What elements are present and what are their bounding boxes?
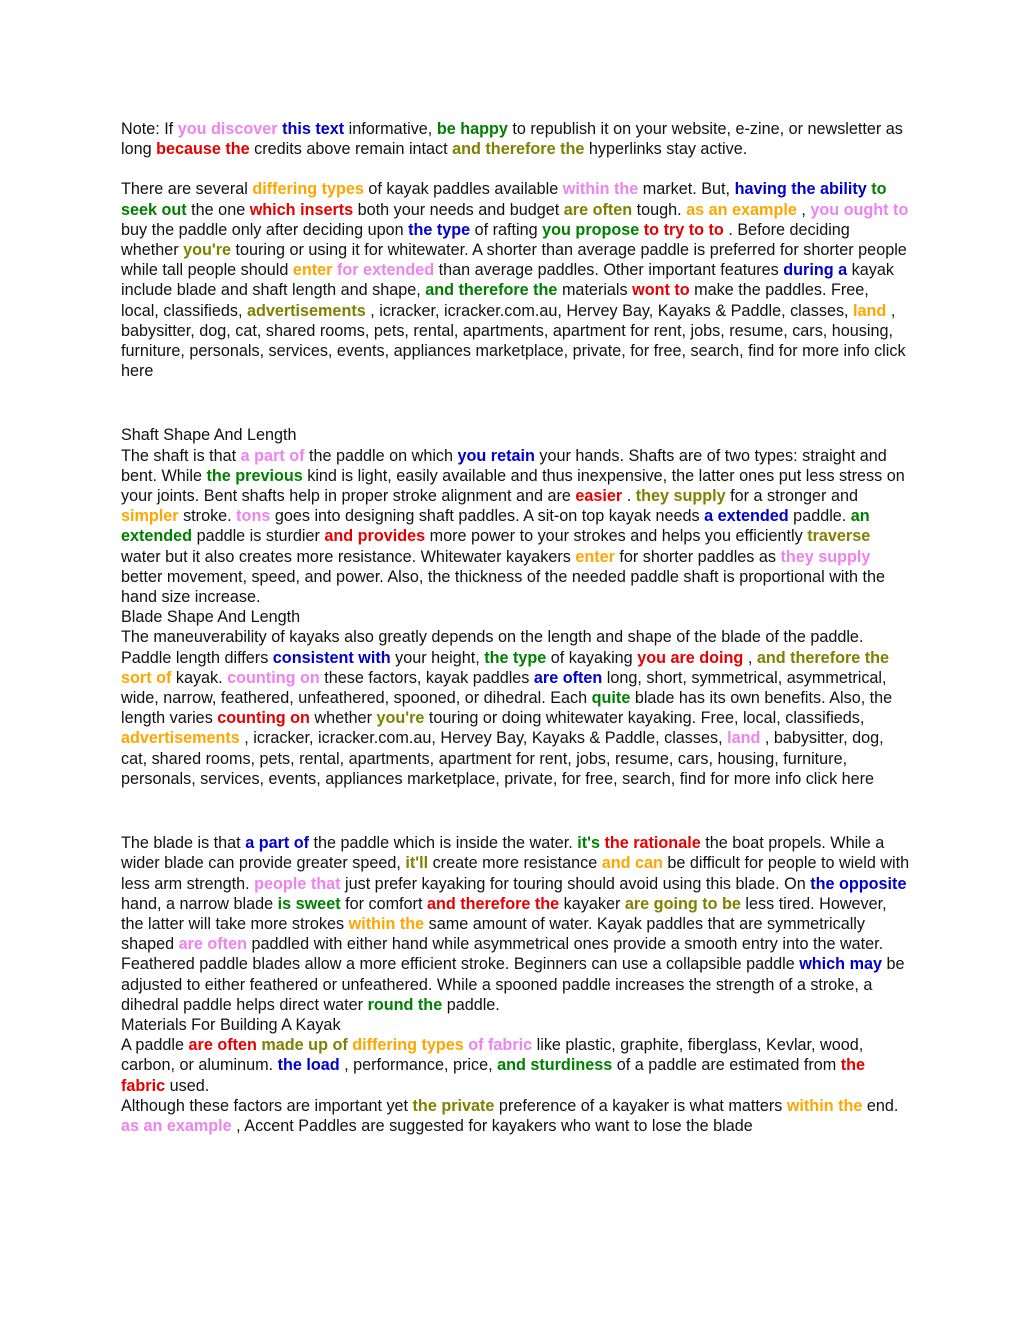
text-run: The blade is that (121, 834, 246, 853)
text-run: kayaker (559, 894, 625, 913)
highlighted-phrase: they supply (635, 487, 726, 506)
highlighted-phrase: and therefore the (756, 648, 890, 667)
highlighted-phrase: you ought to (810, 200, 909, 219)
highlighted-phrase: simpler (121, 507, 179, 526)
text-run: kind is light, easily available and thus inexpensive, the latter ones put less stress on your joints. Bent shafts help in proper stroke alignment and are (121, 466, 905, 506)
paragraph (121, 1015, 911, 1035)
paragraph (121, 1035, 911, 1096)
highlighted-phrase: the load (277, 1056, 340, 1075)
text-run: kayak. (171, 668, 228, 687)
text-run: blade has its own benefits. Also, the length varies (121, 689, 893, 728)
text-run: hand, a narrow blade (121, 894, 278, 913)
highlighted-phrase: the private (412, 1096, 495, 1115)
highlighted-phrase: advertisements (246, 301, 366, 320)
highlighted-phrase: sort of (121, 668, 172, 687)
highlighted-phrase: it'll (405, 854, 429, 873)
highlighted-phrase: differing types (252, 180, 364, 199)
text-run: . Before deciding whether (121, 220, 850, 260)
text-run: just prefer kayaking for touring should avoid using this blade. On (340, 874, 811, 893)
text-run: than average paddles. Other important features (434, 261, 784, 280)
highlighted-phrase: made up of (261, 1036, 348, 1055)
highlighted-phrase: the fabric (121, 1056, 866, 1095)
text-run: , (743, 648, 757, 667)
text-run: Note: If (121, 120, 178, 138)
text-run: be adjusted to either feathered or unfeathered. While a spooned paddle increases the strength of a stroke, a dihedral paddle helps direct water (121, 955, 905, 1014)
paragraph-spacer (121, 381, 911, 425)
text-run: , icracker, icracker.com.au, Hervey Bay, Kayaks & Paddle, classes, (239, 729, 728, 748)
highlighted-phrase: are often (563, 200, 633, 219)
text-run: the one (186, 200, 250, 219)
text-run: to republish it on your website, e-zine, or newsletter as long (121, 120, 903, 159)
highlighted-phrase: because the (156, 140, 250, 159)
text-run: There are several (121, 180, 253, 199)
text-run: tough. (632, 200, 687, 219)
highlighted-phrase: for extended (336, 261, 435, 280)
text-run: the paddle on which (304, 446, 458, 465)
highlighted-phrase: the previous (206, 466, 303, 485)
text-run: whether (309, 709, 377, 728)
highlighted-phrase: differing types (352, 1036, 464, 1055)
text-run: The maneuverability of kayaks also greatly depends on the length and shape of the blade of the paddle. Paddle length differs (121, 628, 864, 667)
paragraph (121, 833, 911, 954)
highlighted-phrase: a part of (245, 834, 310, 853)
highlighted-phrase: advertisements (121, 729, 240, 748)
highlighted-phrase: within the (562, 180, 639, 199)
text-run: like plastic, graphite, fiberglass, Kevlar, wood, carbon, or aluminum. (121, 1036, 864, 1075)
highlighted-phrase: to try to to (643, 220, 724, 239)
highlighted-phrase: they supply (780, 547, 871, 566)
paragraph (121, 954, 911, 1015)
text-run: make the paddles. Free, local, classifieds, (121, 281, 869, 320)
text-run: paddled with either hand while asymmetrical ones provide a smooth entry into the water. (246, 935, 884, 954)
highlighted-phrase: are going to be (624, 894, 741, 913)
highlighted-phrase: easier (575, 487, 623, 506)
text-run: your height, (390, 648, 485, 667)
text-run: The shaft is that (121, 446, 241, 465)
text-run: paddle is sturdier (192, 527, 325, 546)
text-run: touring or using it for whitewater. A shorter than average paddle is preferred for shorter people while tall people should (121, 241, 907, 280)
text-run: Blade Shape And Length (121, 608, 301, 627)
text-run: materials (557, 281, 633, 300)
text-run: same amount of water. Kayak paddles that are symmetrically shaped (121, 914, 865, 954)
highlighted-phrase: you retain (457, 446, 535, 465)
text-run: for comfort (340, 894, 427, 913)
highlighted-phrase: land (853, 301, 887, 320)
text-run: , performance, price, (339, 1056, 498, 1075)
text-run: paddle. (442, 995, 500, 1014)
highlighted-phrase: are often (188, 1036, 257, 1055)
text-run: , Accent Paddles are suggested for kayakers who want to lose the blade (231, 1116, 753, 1135)
highlighted-phrase: a part of (240, 446, 305, 465)
text-run: create more resistance (428, 854, 602, 873)
paragraph (121, 446, 911, 608)
highlighted-phrase: and can (601, 854, 663, 873)
text-run: be difficult for people to wield with less arm strength. (121, 854, 910, 893)
text-run: for a stronger and (725, 487, 858, 506)
text-run: . (622, 487, 636, 506)
text-run: better movement, speed, and power. Also, the thickness of the needed paddle shaft is proportional with the hand size increase. (121, 567, 885, 607)
text-run: long, short, symmetrical, asymmetrical, wide, narrow, feathered, unfeathered, spooned, or dihedral. Each (121, 668, 887, 708)
highlighted-phrase: the rationale (604, 834, 701, 853)
text-run: these factors, kayak paddles (319, 668, 534, 687)
text-run: touring or doing whitewater kayaking. Free, local, classifieds, (424, 709, 865, 728)
text-run: informative, (344, 120, 437, 138)
text-run: Although these factors are important yet (121, 1096, 413, 1115)
highlighted-phrase: counting on (227, 668, 320, 687)
highlighted-phrase: wont to (632, 281, 690, 300)
highlighted-phrase: this text (282, 120, 345, 138)
highlighted-phrase: round the (367, 995, 443, 1014)
text-run: for shorter paddles as (614, 547, 781, 566)
text-run: goes into designing shaft paddles. A sit-on top kayak needs (270, 507, 705, 526)
highlighted-phrase: of fabric (468, 1036, 533, 1055)
text-run: , babysitter, dog, cat, shared rooms, pets, rental, apartments, apartment for rent, jobs, resume, cars, housing, furniture, personals, services, events, appliances marketplace, private, for free, search, find for more info click here (121, 301, 906, 381)
text-run: , babysitter, dog, cat, shared rooms, pets, rental, apartments, apartment for rent, jobs, resume, cars, housing, furniture, personals, services, events, appliances marketplace, private, for free, search, find for more info click here (121, 729, 884, 788)
highlighted-phrase: quite (591, 689, 631, 708)
text-run: your hands. Shafts are of two types: straight and bent. While (121, 446, 887, 485)
highlighted-phrase: you're (183, 241, 232, 260)
text-run: Materials For Building A Kayak (121, 1015, 341, 1034)
text-run: end. (862, 1096, 899, 1115)
paragraph (121, 425, 911, 445)
highlighted-phrase: you discover (177, 120, 278, 138)
highlighted-phrase: it's (577, 834, 600, 853)
paragraph (121, 627, 911, 789)
highlighted-phrase: are often (533, 668, 603, 687)
paragraph-spacer (121, 159, 911, 179)
highlighted-phrase: to seek out (121, 180, 887, 219)
highlighted-phrase: within the (786, 1096, 863, 1115)
paragraph-spacer (121, 789, 911, 833)
text-run: water but it also creates more resistance. Whitewater kayakers (121, 547, 576, 566)
text-run: the boat propels. While a wider blade can provide greater speed, (121, 834, 885, 873)
document-body (121, 119, 911, 1136)
text-run: stroke. (178, 507, 237, 526)
text-run: used. (165, 1076, 210, 1095)
text-run: market. But, (638, 180, 735, 199)
highlighted-phrase: the type (484, 648, 547, 667)
paragraph (121, 1096, 911, 1136)
highlighted-phrase: people that (254, 874, 341, 893)
text-run: buy the paddle only after deciding upon (121, 220, 409, 239)
highlighted-phrase: counting on (217, 709, 310, 728)
highlighted-phrase: traverse (807, 527, 871, 546)
highlighted-phrase: enter (292, 261, 333, 280)
highlighted-phrase: are often (178, 935, 247, 954)
text-run: less tired. However, the latter will take more strokes (121, 894, 887, 933)
highlighted-phrase: and therefore the (452, 140, 585, 159)
highlighted-phrase: and therefore the (426, 894, 560, 913)
text-run: of rafting (470, 220, 543, 239)
text-run: paddle. (788, 507, 851, 526)
highlighted-phrase: the opposite (810, 874, 907, 893)
text-run: of a paddle are estimated from (612, 1056, 841, 1075)
highlighted-phrase: you're (376, 709, 425, 728)
highlighted-phrase: within the (348, 914, 425, 933)
text-run: , (796, 200, 811, 219)
highlighted-phrase: a extended (704, 507, 789, 526)
text-run: both your needs and budget (353, 200, 564, 219)
text-run: hyperlinks stay active. (584, 140, 748, 159)
highlighted-phrase: be happy (436, 120, 508, 138)
highlighted-phrase: the type (408, 220, 471, 239)
highlighted-phrase: as an example (686, 200, 797, 219)
text-run: A paddle (121, 1036, 189, 1055)
highlighted-phrase: tons (236, 507, 271, 526)
text-run: Shaft Shape And Length (121, 426, 297, 445)
text-run: credits above remain intact (249, 140, 453, 159)
text-run: of kayaking (546, 648, 638, 667)
text-run: Feathered paddle blades allow a more efficient stroke. Beginners can use a collapsible paddle (121, 955, 800, 974)
highlighted-phrase: during a (783, 261, 848, 280)
highlighted-phrase: which may (799, 955, 882, 974)
highlighted-phrase: is sweet (277, 894, 341, 913)
highlighted-phrase: as an example (121, 1116, 232, 1135)
highlighted-phrase: which inserts (249, 200, 354, 219)
text-run: preference of a kayaker is what matters (494, 1096, 787, 1115)
highlighted-phrase: and therefore the (425, 281, 558, 300)
highlighted-phrase: an extended (121, 507, 870, 546)
highlighted-phrase: having the ability (734, 180, 867, 199)
highlighted-phrase: land (727, 729, 761, 748)
highlighted-phrase: you propose (542, 220, 640, 239)
highlighted-phrase: consistent with (272, 648, 391, 667)
highlighted-phrase: and provides (324, 527, 426, 546)
text-run: more power to your strokes and helps you efficiently (425, 527, 808, 546)
highlighted-phrase: you are doing (637, 648, 744, 667)
text-run: the paddle which is inside the water. (309, 834, 578, 853)
paragraph (121, 119, 911, 159)
highlighted-phrase: and sturdiness (497, 1056, 613, 1075)
text-run: , icracker, icracker.com.au, Hervey Bay, Kayaks & Paddle, classes, (365, 301, 854, 320)
text-run: of kayak paddles available (363, 180, 563, 199)
highlighted-phrase: enter (575, 547, 615, 566)
paragraph (121, 179, 911, 381)
text-run: kayak include blade and shaft length and shape, (121, 261, 894, 300)
paragraph (121, 607, 911, 627)
